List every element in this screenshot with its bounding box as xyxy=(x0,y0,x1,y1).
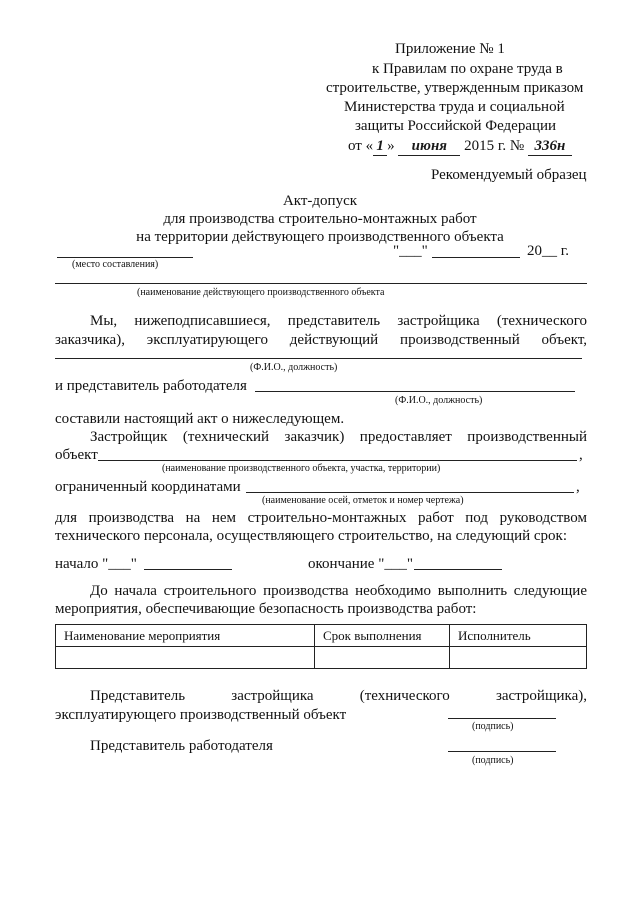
year-label: 2015 г. № xyxy=(464,138,525,154)
handwritten-month: июня xyxy=(398,137,460,156)
composed-line: составили настоящий акт о нижеследующем. xyxy=(55,411,345,427)
table-cell[interactable] xyxy=(56,647,315,669)
signature-field[interactable] xyxy=(448,751,556,752)
limited-label: ограниченный координатами xyxy=(55,479,241,495)
appendix-line: Министерства труда и социальной xyxy=(344,99,565,115)
signature-field[interactable] xyxy=(448,718,556,719)
date-month-field[interactable] xyxy=(432,257,520,258)
axes-caption: (наименование осей, отметок и номер чертежа) xyxy=(262,495,464,506)
document-subtitle: на территории действующего производственного объекта xyxy=(136,229,504,245)
order-date-line xyxy=(348,137,572,156)
object-name-caption: (наименование действующего производственного объекта xyxy=(137,287,385,298)
measures-table xyxy=(55,624,587,669)
representative-fio-field[interactable] xyxy=(55,358,582,359)
signature-caption: (подпись) xyxy=(472,721,514,732)
coordinates-field[interactable] xyxy=(246,492,574,493)
document-title: Акт-допуск xyxy=(282,193,358,209)
object-name-field[interactable] xyxy=(55,283,587,284)
table-cell[interactable] xyxy=(450,647,587,669)
employer-rep-field[interactable] xyxy=(255,391,575,392)
appendix-line: строительстве, утвержденным приказом xyxy=(326,80,584,96)
paragraph-line: мероприятия, обеспечивающие безопасность производства работ: xyxy=(55,601,477,617)
table-header-cell: Наименование мероприятия xyxy=(56,625,315,647)
appendix-line: защиты Российской Федерации xyxy=(355,118,557,134)
table-header-cell: Исполнитель xyxy=(450,625,587,647)
from-label: от « xyxy=(348,138,374,154)
table-cell[interactable] xyxy=(315,647,450,669)
document-subtitle: для производства строительно-монтажных работ xyxy=(163,211,477,227)
start-date-field[interactable] xyxy=(144,569,232,570)
date-day: "___" xyxy=(393,243,428,259)
comma: , xyxy=(576,479,580,495)
fio-caption: (Ф.И.О., должность) xyxy=(395,395,483,406)
paragraph-line: заказчика), эксплуатирующего действующий производственный объект, xyxy=(55,332,587,348)
employer-rep-label: и представитель работодателя xyxy=(55,378,247,394)
table-header-row xyxy=(56,625,587,647)
appendix-title: Приложение № 1 xyxy=(395,41,505,57)
handwritten-number: 336н xyxy=(528,137,572,156)
handwritten-day: 1 xyxy=(373,137,387,156)
date-year: 20__ г. xyxy=(527,243,569,259)
recommended-sample: Рекомендуемый образец xyxy=(431,167,587,183)
end-date-field[interactable] xyxy=(414,569,502,570)
place-field[interactable] xyxy=(57,257,193,258)
paragraph-line: До начала строительного производства необходимо выполнить следующие xyxy=(90,583,587,599)
paragraph-line: Мы, нижеподписавшиеся, представитель застройщика (технического xyxy=(90,313,587,329)
signature-caption: (подпись) xyxy=(472,755,514,766)
table-row xyxy=(56,647,587,669)
paragraph-line: технического персонала, осуществляющего строительство, на следующий срок: xyxy=(55,528,567,544)
fio-caption: (Ф.И.О., должность) xyxy=(250,362,338,373)
object-label: объект xyxy=(55,447,98,463)
production-object-caption: (наименование производственного объекта, участка, территории) xyxy=(162,463,441,474)
place-caption: (место составления) xyxy=(72,259,159,270)
paragraph-line: для производства на нем строительно-монтажных работ под руководством xyxy=(55,510,587,526)
table-header-cell: Срок выполнения xyxy=(315,625,450,647)
close-quote: » xyxy=(387,138,395,154)
start-date-label: начало "___" xyxy=(55,556,137,572)
end-date-label: окончание "___" xyxy=(308,556,413,572)
signature-label: Представитель застройщика (технического застройщика), xyxy=(90,688,587,704)
signature-label: Представитель работодателя xyxy=(90,738,273,754)
appendix-line: к Правилам по охране труда в xyxy=(372,61,563,77)
signature-label: эксплуатирующего производственный объект xyxy=(55,707,347,723)
paragraph-line: Застройщик (технический заказчик) предоставляет производственный xyxy=(90,429,587,445)
production-object-field[interactable] xyxy=(98,460,577,461)
comma: , xyxy=(579,447,583,463)
